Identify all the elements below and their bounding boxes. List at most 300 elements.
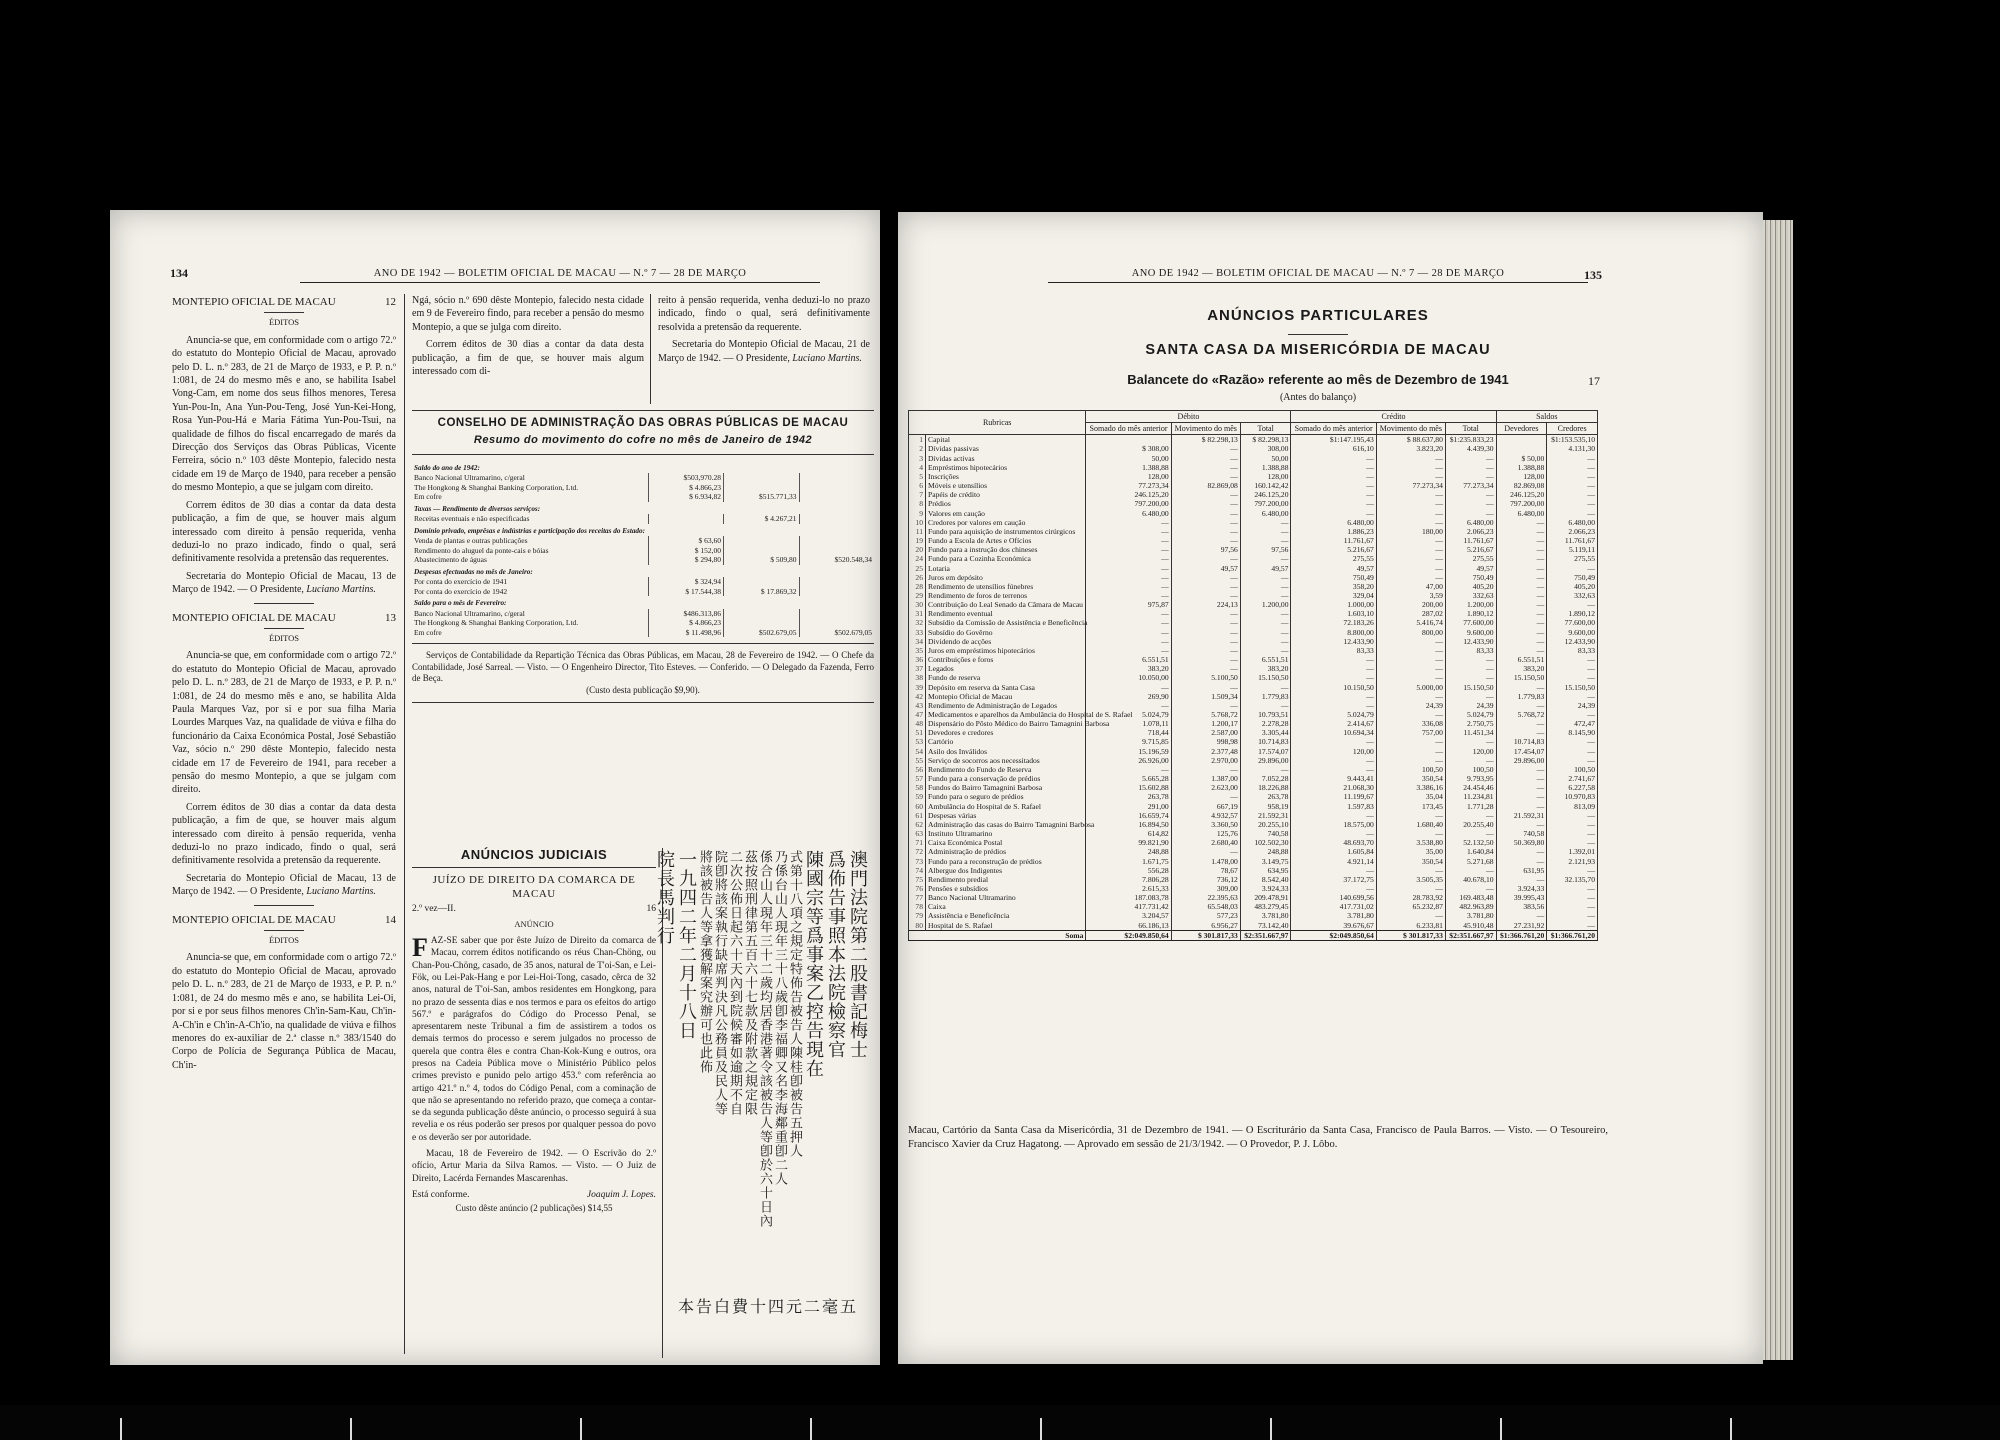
chinese-line: 乃係台山人現年三十八歲卽李福卿又名李海鄰重卽二人 bbox=[772, 850, 787, 1186]
table-row bbox=[909, 673, 1598, 682]
row-value: 3.924,33 bbox=[1240, 884, 1291, 893]
row-value: — bbox=[1376, 884, 1445, 893]
row-rubrica: Fundo a Escola de Artes e Ofícios bbox=[926, 536, 1086, 545]
row-value: 11.761,67 bbox=[1445, 536, 1496, 545]
cofre-value-a: $ 63,60 bbox=[648, 536, 723, 546]
row-value: — bbox=[1496, 527, 1547, 536]
row-value: — bbox=[1086, 545, 1171, 554]
row-rubrica: Instituto Ultramarino bbox=[926, 829, 1086, 838]
row-value: 4.439,30 bbox=[1445, 444, 1496, 453]
row-value: — bbox=[1171, 847, 1240, 856]
row-value: 10.793,51 bbox=[1240, 710, 1291, 719]
row-value: — bbox=[1547, 710, 1598, 719]
cofre-row bbox=[412, 555, 874, 565]
row-value: 3.538,80 bbox=[1376, 838, 1445, 847]
row-value: 2.121,93 bbox=[1547, 857, 1598, 866]
row-index: 76 bbox=[909, 884, 926, 893]
chinese-footer: 本告白費十四元二毫五 bbox=[677, 1297, 858, 1316]
row-value: — bbox=[1171, 637, 1240, 646]
row-value: 169.483,48 bbox=[1445, 893, 1496, 902]
row-value: 6.480,00 bbox=[1240, 509, 1291, 518]
table-row bbox=[909, 600, 1598, 609]
row-value: 975,87 bbox=[1086, 600, 1171, 609]
row-value: — bbox=[1086, 683, 1171, 692]
row-value: — bbox=[1291, 701, 1376, 710]
row-value: 160.142,42 bbox=[1240, 481, 1291, 490]
cofre-value-a bbox=[648, 514, 723, 524]
row-value: 10.150,50 bbox=[1291, 683, 1376, 692]
row-value: 336,08 bbox=[1376, 719, 1445, 728]
obras-subtitle: Resumo do movimento do cofre no mês de Janeiro de 1942 bbox=[473, 434, 813, 447]
row-rubrica: Contribuições e foros bbox=[926, 655, 1086, 664]
row-value: 246.125,20 bbox=[1496, 490, 1547, 499]
row-value: 77.600,00 bbox=[1445, 618, 1496, 627]
table-row bbox=[909, 454, 1598, 463]
row-value: — bbox=[1376, 866, 1445, 875]
table-row bbox=[909, 802, 1598, 811]
table-row bbox=[909, 902, 1598, 911]
row-value: 5.768,72 bbox=[1496, 710, 1547, 719]
table-row bbox=[909, 646, 1598, 655]
row-value: 72.183,26 bbox=[1291, 618, 1376, 627]
row-value: — bbox=[1240, 637, 1291, 646]
row-value: — bbox=[1086, 582, 1171, 591]
row-value: 275,55 bbox=[1291, 554, 1376, 563]
cofre-value-b: $ 509,80 bbox=[724, 555, 799, 565]
row-value: — bbox=[1445, 655, 1496, 664]
row-value: — bbox=[1547, 600, 1598, 609]
cofre-row bbox=[412, 483, 874, 493]
row-value: — bbox=[1086, 573, 1171, 582]
cofre-value-a: $ 294,80 bbox=[648, 555, 723, 565]
cofre-value-c bbox=[799, 473, 874, 483]
row-value: — bbox=[1496, 911, 1547, 920]
row-value: — bbox=[1376, 692, 1445, 701]
editos-label: ÉDITOS bbox=[268, 317, 300, 328]
row-index: 24 bbox=[909, 554, 926, 563]
row-rubrica: Rendimento predial bbox=[926, 875, 1086, 884]
row-value: 9.600,00 bbox=[1547, 628, 1598, 637]
cofre-value-a: $503,970.28 bbox=[648, 473, 723, 483]
row-value: 83,33 bbox=[1547, 646, 1598, 655]
row-value: 1.000,00 bbox=[1291, 600, 1376, 609]
row-value: 100,50 bbox=[1376, 765, 1445, 774]
row-index: 61 bbox=[909, 811, 926, 820]
row-value: — bbox=[1171, 499, 1240, 508]
row-rubrica: Subsídio da Comissão de Assistência e Beneficência bbox=[926, 618, 1086, 627]
row-value: — bbox=[1496, 857, 1547, 866]
column-2-top bbox=[412, 294, 644, 382]
table-row bbox=[909, 499, 1598, 508]
col-somado-credito: Somado do mês anterior bbox=[1291, 423, 1376, 435]
row-value: 29.896,00 bbox=[1496, 756, 1547, 765]
cofre-value-b bbox=[724, 536, 799, 546]
row-value: — bbox=[1496, 683, 1547, 692]
row-value: — bbox=[1547, 737, 1598, 746]
row-value: — bbox=[1171, 472, 1240, 481]
row-value: $ 50,00 bbox=[1496, 454, 1547, 463]
row-value: 417.731,42 bbox=[1086, 902, 1171, 911]
row-index: 73 bbox=[909, 857, 926, 866]
table-row bbox=[909, 564, 1598, 573]
row-index: 39 bbox=[909, 683, 926, 692]
table-row bbox=[909, 765, 1598, 774]
cofre-label: Receitas eventuais e não especificadas bbox=[414, 514, 530, 524]
sum-value: $ 301.817,33 bbox=[1376, 930, 1445, 940]
row-value: 8.542,40 bbox=[1240, 875, 1291, 884]
cofre-value-c bbox=[799, 492, 874, 502]
row-value: — bbox=[1291, 737, 1376, 746]
table-row bbox=[909, 875, 1598, 884]
row-value: 383,20 bbox=[1496, 664, 1547, 673]
row-value: — bbox=[1086, 637, 1171, 646]
row-value: 4.932,57 bbox=[1171, 811, 1240, 820]
cofre-value-a: $ 4.866,23 bbox=[648, 483, 723, 493]
row-value: — bbox=[1171, 664, 1240, 673]
row-value: 1.078,11 bbox=[1086, 719, 1171, 728]
row-value: 66.186,13 bbox=[1086, 921, 1171, 931]
row-value: 140.699,56 bbox=[1291, 893, 1376, 902]
row-value: 12.433,90 bbox=[1445, 637, 1496, 646]
row-value: 5.665,28 bbox=[1086, 774, 1171, 783]
row-value: 8.145,90 bbox=[1547, 728, 1598, 737]
row-value: — bbox=[1496, 573, 1547, 582]
row-value: 275,55 bbox=[1547, 554, 1598, 563]
row-rubrica: Contribuição do Leal Senado da Câmara de Macau bbox=[926, 600, 1086, 609]
row-value: 35,00 bbox=[1376, 847, 1445, 856]
table-row bbox=[909, 490, 1598, 499]
row-value: 1.771,28 bbox=[1445, 802, 1496, 811]
row-index: 43 bbox=[909, 701, 926, 710]
row-value: 99.821,90 bbox=[1086, 838, 1171, 847]
row-value: — bbox=[1496, 564, 1547, 573]
montepio-notice bbox=[172, 612, 396, 906]
row-value: 24.454,46 bbox=[1445, 783, 1496, 792]
row-value: 750,49 bbox=[1291, 573, 1376, 582]
row-value: — bbox=[1291, 463, 1376, 472]
row-value: 3.924,33 bbox=[1496, 884, 1547, 893]
chinese-line: 將該被告人等拿獲解案究辦可也此佈 bbox=[697, 850, 712, 1074]
row-value: — bbox=[1547, 884, 1598, 893]
table-row bbox=[909, 481, 1598, 490]
row-index: 7 bbox=[909, 490, 926, 499]
row-value: — bbox=[1496, 628, 1547, 637]
row-value: — bbox=[1376, 811, 1445, 820]
row-value: 20.255,40 bbox=[1445, 820, 1496, 829]
row-value: — bbox=[1547, 481, 1598, 490]
row-value: — bbox=[1086, 628, 1171, 637]
row-value: 1.388,88 bbox=[1496, 463, 1547, 472]
cofre-value-c bbox=[799, 514, 874, 524]
row-value: 9.600,00 bbox=[1445, 628, 1496, 637]
row-value: 750,49 bbox=[1445, 573, 1496, 582]
row-value: 405,20 bbox=[1547, 582, 1598, 591]
row-rubrica: Fundo de reserva bbox=[926, 673, 1086, 682]
row-value: — bbox=[1445, 490, 1496, 499]
row-rubrica: Albergue dos Indigentes bbox=[926, 866, 1086, 875]
row-value: — bbox=[1171, 444, 1240, 453]
row-value: 224,13 bbox=[1171, 600, 1240, 609]
cofre-label: Banco Nacional Ultramarino, c/geral bbox=[414, 473, 525, 483]
col-total-debito: Total bbox=[1240, 423, 1291, 435]
row-index: 34 bbox=[909, 637, 926, 646]
row-value: — bbox=[1547, 564, 1598, 573]
row-value: 82.869,08 bbox=[1171, 481, 1240, 490]
row-value: — bbox=[1496, 820, 1547, 829]
row-value: 1.509,34 bbox=[1171, 692, 1240, 701]
row-value: 49,57 bbox=[1240, 564, 1291, 573]
judicial-date: Macau, 18 de Fevereiro de 1942. — O Escrivão do 2.º ofício, Artur Maria da Silva Ramos. — Visto. — O Juiz de Direito, Lacérda Fernandes Mascarenhas. bbox=[412, 1149, 656, 1184]
cofre-row bbox=[412, 502, 874, 515]
row-value: 3,59 bbox=[1376, 591, 1445, 600]
row-value: 797.200,00 bbox=[1086, 499, 1171, 508]
row-value: 21.068,30 bbox=[1291, 783, 1376, 792]
row-value: — bbox=[1547, 866, 1598, 875]
row-value: 332,63 bbox=[1445, 591, 1496, 600]
row-rubrica: Dívidas passivas bbox=[926, 444, 1086, 453]
row-value: 10.050,00 bbox=[1086, 673, 1171, 682]
cofre-heading: Despesas efectuadas no mês de Janeiro: bbox=[414, 567, 533, 576]
table-row bbox=[909, 829, 1598, 838]
row-value: — bbox=[1496, 545, 1547, 554]
row-rubrica: Banco Nacional Ultramarino bbox=[926, 893, 1086, 902]
cofre-heading: Saldo para o mês de Fevereiro: bbox=[414, 599, 507, 608]
row-value: — bbox=[1496, 765, 1547, 774]
row-value: 18.226,88 bbox=[1240, 783, 1291, 792]
anuncio-sub: ANÚNCIO bbox=[514, 918, 554, 929]
table-row bbox=[909, 536, 1598, 545]
row-value: 797.200,00 bbox=[1496, 499, 1547, 508]
balancete-footer: Macau, Cartório da Santa Casa da Misericórdia, 31 de Dezembro de 1941. — O Escriturário da Santa Casa, Francisco de Paula Barros. — Visto. — O Tesoureiro, Francisco Xavier da Cruz Hagatong. — Aprovado em sessão de 21/3/1942. — O Provedor, P. J. Lôbo. bbox=[908, 1125, 1608, 1150]
row-value: 35,04 bbox=[1376, 792, 1445, 801]
cofre-row bbox=[412, 514, 874, 524]
table-row bbox=[909, 609, 1598, 618]
dropcap-f: F bbox=[412, 933, 428, 963]
row-value: 18.575,00 bbox=[1291, 820, 1376, 829]
obras-cost: (Custo desta publicação $9,90). bbox=[586, 684, 700, 695]
row-value: — bbox=[1445, 692, 1496, 701]
row-value: 577,23 bbox=[1171, 911, 1240, 920]
chinese-line: 係合山人現年三十二歲均居香港著令該被告人等卽於六十日內 bbox=[757, 850, 772, 1228]
row-value: 1.779,83 bbox=[1240, 692, 1291, 701]
row-value: — bbox=[1240, 628, 1291, 637]
table-row bbox=[909, 838, 1598, 847]
row-value: 17.574,07 bbox=[1240, 747, 1291, 756]
row-rubrica: Fundo para a reconstrução de prédios bbox=[926, 857, 1086, 866]
cofre-label: Rendimento do aluguel da ponte-cais e bóias bbox=[414, 545, 549, 555]
row-index: 78 bbox=[909, 902, 926, 911]
row-value: — bbox=[1376, 490, 1445, 499]
table-row bbox=[909, 756, 1598, 765]
row-value: 22.395,63 bbox=[1171, 893, 1240, 902]
row-value: — bbox=[1445, 664, 1496, 673]
row-value: 21.592,31 bbox=[1240, 811, 1291, 820]
row-value: $ 82.298,13 bbox=[1171, 435, 1240, 445]
page-header-right: ANO DE 1942 — BOLETIM OFICIAL DE MACAU — N.º 7 — 28 DE MARÇO bbox=[1048, 268, 1588, 283]
row-rubrica: Asilo dos Inválidos bbox=[926, 747, 1086, 756]
row-value: — bbox=[1171, 518, 1240, 527]
row-value: 9.793,95 bbox=[1445, 774, 1496, 783]
row-value: 1.200,00 bbox=[1240, 600, 1291, 609]
row-value: 5.024,79 bbox=[1445, 710, 1496, 719]
row-index: 9 bbox=[909, 509, 926, 518]
row-value: 3.149,75 bbox=[1240, 857, 1291, 866]
cofre-value-c: $502.679,05 bbox=[799, 628, 874, 638]
row-rubrica: Depósito em reserva da Santa Casa bbox=[926, 683, 1086, 692]
cofre-row bbox=[412, 565, 874, 578]
row-rubrica: Dívidas activas bbox=[926, 454, 1086, 463]
row-value: — bbox=[1547, 463, 1598, 472]
cofre-label: The Hongkong & Shanghai Banking Corporation, Ltd. bbox=[414, 482, 579, 492]
row-value: — bbox=[1291, 655, 1376, 664]
row-value: 10.714,83 bbox=[1496, 737, 1547, 746]
row-value: — bbox=[1445, 499, 1496, 508]
row-index: 1 bbox=[909, 435, 926, 445]
row-value: 3.781,80 bbox=[1240, 911, 1291, 920]
cofre-value-b: $ 4.267,21 bbox=[724, 514, 799, 524]
row-value: — bbox=[1547, 829, 1598, 838]
row-value: 20.255,10 bbox=[1240, 820, 1291, 829]
row-value: — bbox=[1445, 829, 1496, 838]
continuation-text-2: Correm éditos de 30 dias a contar da data desta publicação, a fim de que, se houver mais algum interessado com di- bbox=[412, 339, 644, 378]
row-value: 24,39 bbox=[1445, 701, 1496, 710]
row-value: 6.480,00 bbox=[1086, 509, 1171, 518]
row-value: — bbox=[1445, 463, 1496, 472]
row-value: — bbox=[1291, 490, 1376, 499]
row-rubrica: Pensões e subsídios bbox=[926, 884, 1086, 893]
row-value: — bbox=[1547, 692, 1598, 701]
row-value: 383,56 bbox=[1496, 902, 1547, 911]
table-row bbox=[909, 847, 1598, 856]
row-value: 6.480,00 bbox=[1547, 518, 1598, 527]
row-value: 78,67 bbox=[1171, 866, 1240, 875]
row-value: — bbox=[1291, 866, 1376, 875]
cofre-value-c bbox=[799, 546, 874, 556]
row-index: 31 bbox=[909, 609, 926, 618]
row-rubrica: Empréstimos hipotecários bbox=[926, 463, 1086, 472]
page-number-right: 135 bbox=[1584, 268, 1602, 282]
cofre-label: Por conta do exercício de 1941 bbox=[414, 577, 508, 587]
row-value: — bbox=[1547, 811, 1598, 820]
row-value: 1.478,00 bbox=[1171, 857, 1240, 866]
court-name: JUÍZO DE DIREITO DA COMARCA DE MACAU bbox=[432, 874, 636, 900]
row-value: 1.200,00 bbox=[1445, 600, 1496, 609]
continuation-text-3: reito à pensão requerida, venha deduzi-lo no prazo indicado, findo o qual, será definitivamente resolvida a pretensão da requerente. bbox=[658, 295, 870, 333]
row-index: 62 bbox=[909, 820, 926, 829]
row-value: 1.200,17 bbox=[1171, 719, 1240, 728]
row-value: 49,57 bbox=[1445, 564, 1496, 573]
row-value: — bbox=[1171, 463, 1240, 472]
table-row bbox=[909, 655, 1598, 664]
row-value: 39.676,67 bbox=[1291, 921, 1376, 931]
table-row bbox=[909, 628, 1598, 637]
row-value: — bbox=[1445, 811, 1496, 820]
row-value: 50,00 bbox=[1086, 454, 1171, 463]
row-value: — bbox=[1376, 655, 1445, 664]
row-value: — bbox=[1240, 591, 1291, 600]
row-value: — bbox=[1445, 472, 1496, 481]
row-value: — bbox=[1376, 463, 1445, 472]
row-value: — bbox=[1240, 536, 1291, 545]
row-index: 79 bbox=[909, 911, 926, 920]
sum-value: $ 301.817,33 bbox=[1171, 930, 1240, 940]
row-index: 75 bbox=[909, 875, 926, 884]
table-row bbox=[909, 710, 1598, 719]
row-value: 10.970,83 bbox=[1547, 792, 1598, 801]
row-value: 263,78 bbox=[1240, 792, 1291, 801]
col-movimento-debito: Movimento do mês bbox=[1171, 423, 1240, 435]
row-index: 26 bbox=[909, 573, 926, 582]
table-row bbox=[909, 747, 1598, 756]
row-value: 246.125,20 bbox=[1086, 490, 1171, 499]
org-title: SANTA CASA DA MISERICÓRDIA DE MACAU bbox=[1145, 342, 1491, 358]
row-value: 5.216,67 bbox=[1445, 545, 1496, 554]
cofre-value-b bbox=[724, 546, 799, 556]
row-value: 2.623,00 bbox=[1171, 783, 1240, 792]
notice-paragraph: Correm éditos de 30 dias a contar da data desta publicação, a fim de que, se houver mais algum interessado com direito à pensão requerida, venha deduzi-lo no prazo indicado, findo o qual, será definitivamente resolvida a pretensão da requerente. bbox=[172, 801, 396, 867]
cofre-label: Em cofre bbox=[414, 492, 442, 502]
row-value: — bbox=[1445, 884, 1496, 893]
row-value: — bbox=[1291, 692, 1376, 701]
chinese-line: 一九四二年二月十八日 bbox=[676, 850, 697, 1040]
row-value: 2.066,23 bbox=[1547, 527, 1598, 536]
cofre-value-c bbox=[799, 483, 874, 493]
row-index: 71 bbox=[909, 838, 926, 847]
row-value: — bbox=[1171, 701, 1240, 710]
row-rubrica: Fundo para a instrução dos chineses bbox=[926, 545, 1086, 554]
row-value: 383,20 bbox=[1086, 664, 1171, 673]
row-value: — bbox=[1291, 499, 1376, 508]
row-value: 1.890,12 bbox=[1445, 609, 1496, 618]
row-value: — bbox=[1496, 582, 1547, 591]
row-value: 12.433,90 bbox=[1547, 637, 1598, 646]
row-index: 4 bbox=[909, 463, 926, 472]
col-total-credito: Total bbox=[1445, 423, 1496, 435]
sum-value: $2:351.667,97 bbox=[1240, 930, 1291, 940]
row-index: 35 bbox=[909, 646, 926, 655]
row-value: 9.443,41 bbox=[1291, 774, 1376, 783]
notice-signature: Secretaria do Montepio Oficial de Macau, 13 de Março de 1942. — O Presidente, Luciano Martins. bbox=[172, 872, 396, 898]
row-value: — bbox=[1547, 664, 1598, 673]
row-value: — bbox=[1171, 509, 1240, 518]
row-value: — bbox=[1171, 527, 1240, 536]
row-value: 83,33 bbox=[1445, 646, 1496, 655]
row-value: 6.480,00 bbox=[1496, 509, 1547, 518]
row-value: 17.454,07 bbox=[1496, 747, 1547, 756]
row-value: — bbox=[1496, 646, 1547, 655]
row-value: 39.995,43 bbox=[1496, 893, 1547, 902]
row-value: 5.768,72 bbox=[1171, 710, 1240, 719]
row-value: — bbox=[1291, 664, 1376, 673]
row-value: 97,56 bbox=[1171, 545, 1240, 554]
row-value: 24,39 bbox=[1376, 701, 1445, 710]
row-value: — bbox=[1086, 701, 1171, 710]
cofre-value-c bbox=[799, 536, 874, 546]
row-value: — bbox=[1445, 509, 1496, 518]
row-value: 15.150,50 bbox=[1240, 673, 1291, 682]
cofre-label: Por conta do exercício de 1942 bbox=[414, 586, 508, 596]
montepio-notice bbox=[172, 914, 396, 1072]
cofre-row bbox=[412, 473, 874, 483]
row-value: — bbox=[1496, 637, 1547, 646]
row-value: — bbox=[1496, 783, 1547, 792]
right-page bbox=[898, 212, 1763, 1364]
cofre-value-a: $ 17.544,38 bbox=[648, 587, 723, 597]
row-value: — bbox=[1171, 536, 1240, 545]
table-row bbox=[909, 911, 1598, 920]
row-value: — bbox=[1547, 921, 1598, 931]
row-value: — bbox=[1086, 591, 1171, 600]
